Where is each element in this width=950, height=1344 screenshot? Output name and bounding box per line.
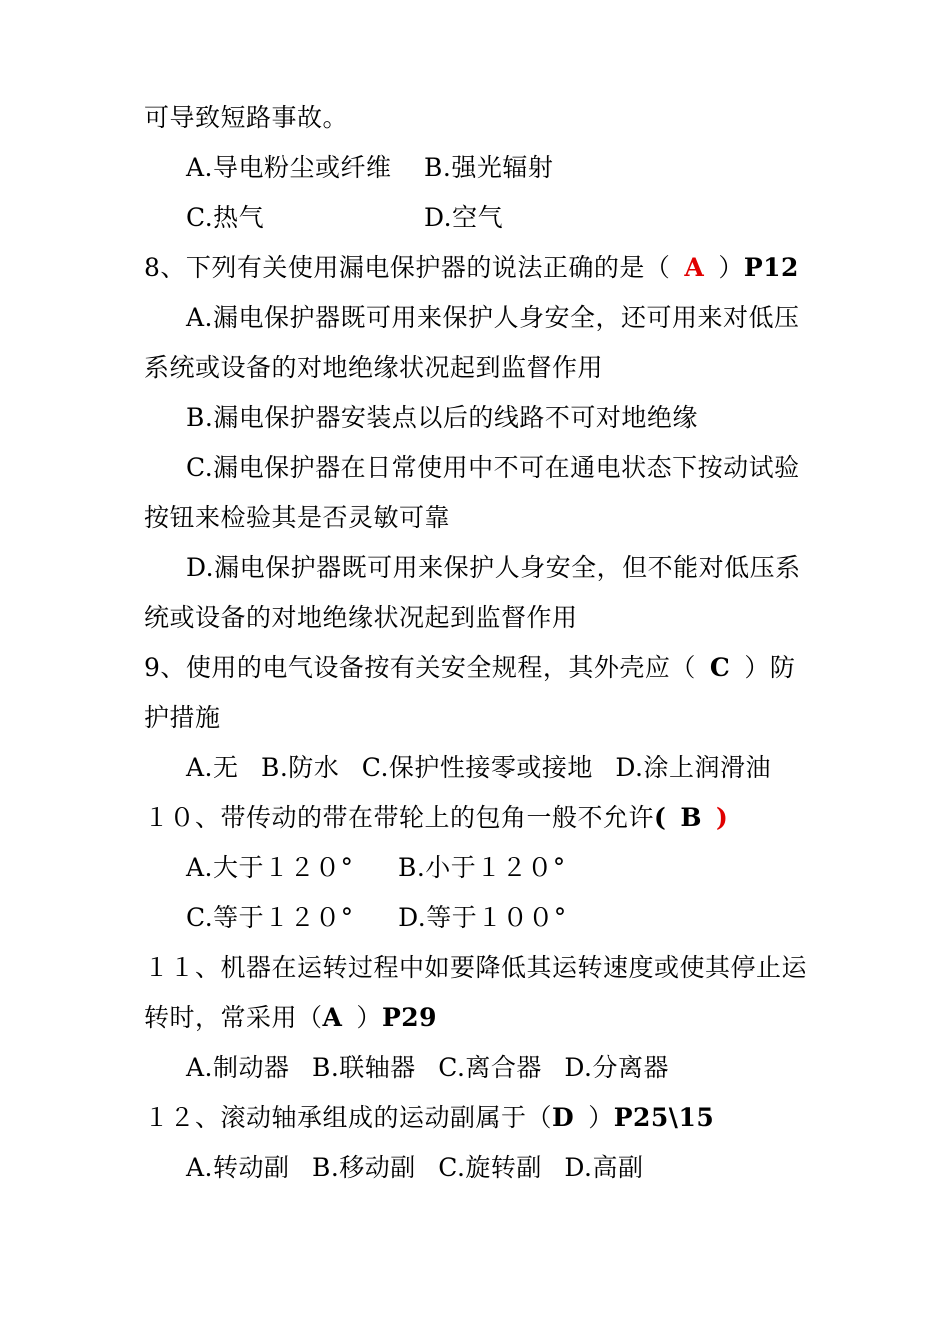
answer-mark: A [684, 253, 705, 282]
option-c-cont: 按钮来检验其是否灵敏可靠 [144, 503, 451, 532]
option-c: C.离合器 [438, 1053, 542, 1082]
text-line [144, 353, 603, 383]
option-a: A.制动器 [186, 1053, 290, 1082]
question-text: 转时，常采用（ [144, 1003, 323, 1032]
question-12-stem [144, 1103, 714, 1133]
question-text: １１、机器在运转过程中如要降低其运转速度或使其停止运 [144, 953, 808, 982]
option-a: A.漏电保护器既可用来保护人身安全，还可用来对低压 [186, 303, 800, 332]
option-b: B.强光辐射 [424, 153, 554, 182]
text-line [144, 1003, 437, 1033]
question-text: １０、带传动的带在带轮上的包角一般不允许 [144, 803, 655, 832]
text-line [186, 453, 800, 483]
text-line [186, 403, 698, 433]
option-d-cont: 统或设备的对地绝缘状况起到监督作用 [144, 603, 578, 632]
page-reference: P29 [381, 1003, 438, 1032]
option-d: D.等于１００° [398, 903, 567, 932]
page-reference: P12 [743, 253, 799, 282]
option-d: D.分离器 [564, 1053, 669, 1082]
text-line [144, 703, 221, 733]
option-row [186, 753, 771, 783]
option-a: A.转动副 [186, 1153, 290, 1182]
question-text: 8、下列有关使用漏电保护器的说法正确的是（ [144, 253, 671, 282]
option-a-cont: 系统或设备的对地绝缘状况起到监督作用 [144, 353, 604, 382]
question-text: １２、滚动轴承组成的运动副属于（ [144, 1103, 553, 1132]
question-text: 护措施 [144, 703, 221, 732]
text-line [144, 103, 348, 133]
question-text: ） [356, 1003, 382, 1032]
text-line [144, 603, 578, 633]
option-c: C.热气 [186, 203, 265, 232]
option-row [186, 153, 554, 183]
option-b: B.防水 [260, 753, 340, 782]
option-d: D.涂上润滑油 [615, 753, 771, 782]
option-a: A.导电粉尘或纤维 [186, 153, 392, 182]
question-text: ） [588, 1103, 614, 1132]
question-11-stem [144, 953, 807, 983]
option-c: C.漏电保护器在日常使用中不可在通电状态下按动试验 [186, 453, 800, 482]
option-row [186, 853, 566, 883]
question-10-stem [144, 803, 728, 833]
option-b: B.漏电保护器安装点以后的线路不可对地绝缘 [186, 403, 698, 432]
option-row [186, 1053, 669, 1083]
question-text: ) [716, 803, 729, 832]
question-text: 9、使用的电气设备按有关安全规程，其外壳应（ [144, 653, 696, 682]
answer-mark: D [552, 1103, 575, 1132]
option-a: A.大于１２０° [186, 853, 354, 882]
option-c: C.等于１２０° [186, 903, 354, 932]
text-span: 可导致短路事故。 [144, 103, 349, 132]
option-b: B.移动副 [311, 1153, 416, 1182]
option-row [186, 203, 504, 233]
option-d: D.高副 [564, 1153, 644, 1182]
option-d: D.空气 [424, 203, 504, 232]
page-reference: P25\15 [613, 1103, 715, 1132]
answer-mark: A [322, 1003, 343, 1032]
option-a: A.无 [186, 753, 239, 782]
text-line [186, 553, 801, 583]
text-line [186, 303, 800, 333]
option-c: C.旋转副 [438, 1153, 542, 1182]
question-text: ） [718, 253, 744, 282]
answer-mark: C [709, 653, 731, 682]
answer-mark: B [680, 803, 702, 832]
question-text: ( [654, 803, 667, 832]
option-b: B.联轴器 [311, 1053, 416, 1082]
option-c: C.保护性接零或接地 [361, 753, 593, 782]
question-8-stem [144, 253, 799, 283]
text-line [144, 503, 450, 533]
question-text: ）防 [744, 653, 796, 682]
question-9-stem [144, 653, 795, 683]
option-b: B.小于１２０° [397, 853, 566, 882]
option-d: D.漏电保护器既可用来保护人身安全，但不能对低压系 [186, 553, 801, 582]
option-row [186, 903, 567, 933]
option-row [186, 1153, 644, 1183]
